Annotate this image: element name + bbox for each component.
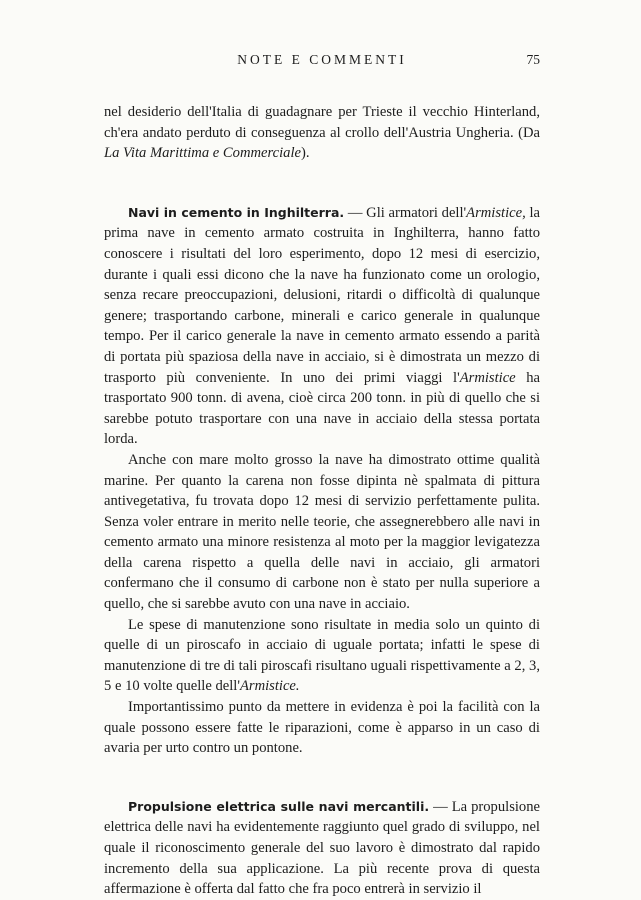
cement-p1-part-a: — Gli armatori dell' bbox=[344, 204, 467, 221]
ship-name-armistice: Armistice bbox=[459, 369, 516, 386]
electric-section-heading: Propulsione elettrica sulle navi mercantili. bbox=[128, 798, 430, 814]
page-number: 75 bbox=[526, 52, 540, 67]
continuation-text: nel desiderio dell'Italia di guadagnare per Trieste il vecchio Hinterland, ch'era andato perduto di conseguenza al crollo dell'Austria Ungheria. (Da bbox=[104, 104, 540, 141]
cement-p3-part-a: Le spese di manutenzione sono risultate in media solo un quinto di quelle di un piroscafo in acciaio di uguale portata; infatti le spese di manutenzione di tre di tali piroscafi risultano uguali rispettivamente a 2, 3, 5 e 10 volte quelle dell' bbox=[104, 616, 540, 695]
cement-p1-part-b: la prima nave in cemento armato costruita in Inghilterra, hanno fatto conoscere i risultati del loro esperimento, dopo 12 mesi di esercizio, durante i quali essi dicono che la nave ha funzionato come un orologio, senza recare preoccupazioni, delusioni, ritardi o difficoltà di qualunque genere; trasportando carbone, minerali e carico generale in qualunque tempo. Per il carico generale la nave in cemento armato essendo a parità di portata più spaziosa della nave in acciaio, si è dimostrata un mezzo di trasporto più conveniente. In uno dei primi viaggi l' bbox=[104, 204, 541, 386]
ship-name-armistice: Armistice. bbox=[239, 678, 300, 695]
cement-p1-part-c: ha trasportato 900 tonn. di avena, cioè circa 200 tonn. in più di quello che si sarebbe potuto trasportare con una nave in acciaio della stessa portata lorda. bbox=[104, 369, 540, 448]
cement-paragraph-4: Importantissimo punto da mettere in evidenza è poi la facilità con la quale possono essere fatte le riparazioni, come è apparso in un caso di avaria per urto contro un pontone. bbox=[104, 699, 540, 757]
ship-name-armistice: Armistice, bbox=[466, 204, 526, 221]
page-header bbox=[104, 52, 540, 72]
continuation-paragraph bbox=[104, 102, 540, 164]
continuation-text-end: ). bbox=[301, 145, 310, 162]
cement-paragraph-3 bbox=[104, 615, 540, 697]
cement-section-heading: Navi in cemento in Inghilterra. bbox=[128, 204, 345, 220]
electric-p1-text: — La propulsione elettrica delle navi ha evidentemente raggiunto quel grado di sviluppo, nel quale il riconoscimento generale del suo lavoro è dimostrato dal rapido incremento della sua applicazione. La più recente prova di questa affermazione è offerta dal fatto che fra poco entrerà in servizio il bbox=[104, 798, 540, 898]
cement-paragraph-1 bbox=[104, 203, 540, 450]
cement-paragraph-2: Anche con mare molto grosso la nave ha dimostrato ottime qualità marine. Per quanto la carena non fosse dipinta nè spalmata di pittura antivegetativa, fu trovata dopo 12 mesi di servizio perfettamente pulita. Senza voler entrare in merito nelle teorie, che assegnerebbero alle navi in cemento armato una minore resistenza al moto per la maggior levigatezza della carena rispetto a quella delle navi in acciaio, gli armatori confermano che il consumo di carbone non è stato per nulla superiore a quello, che si sarebbe avuto con una nave in acciaio. bbox=[104, 451, 540, 613]
body-text bbox=[104, 102, 540, 900]
source-title: La Vita Marittima e Commerciale bbox=[104, 145, 301, 162]
running-head: NOTE E COMMENTI bbox=[237, 52, 407, 67]
electric-paragraph-1 bbox=[104, 797, 540, 900]
